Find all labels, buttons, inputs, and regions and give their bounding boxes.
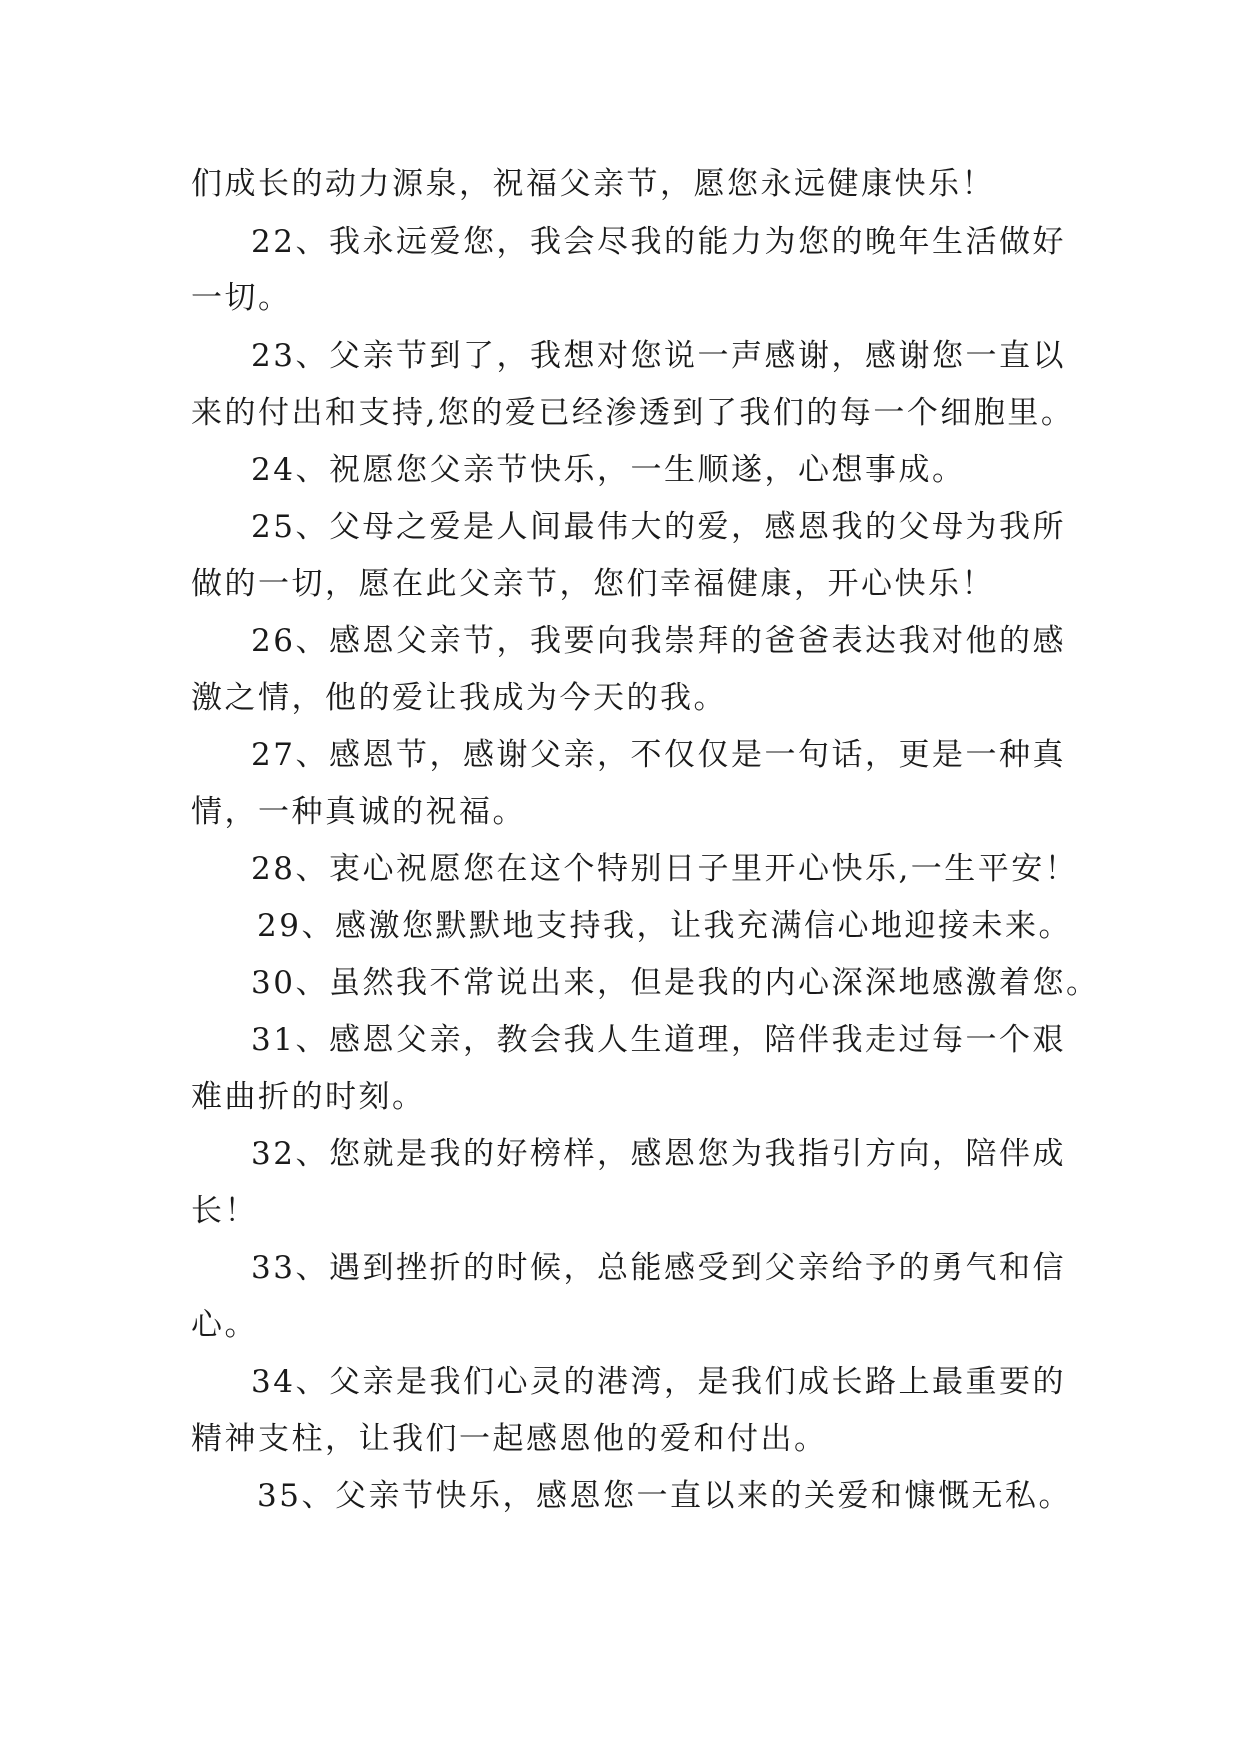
text-line: 24、祝愿您父亲节快乐，一生顺遂，心想事成。 <box>251 452 966 488</box>
text-line: 31、感恩父亲，教会我人生道理，陪伴我走过每一个艰 <box>251 1022 1066 1058</box>
text-line: 26、感恩父亲节，我要向我崇拜的爸爸表达我对他的感 <box>251 623 1066 659</box>
text-line: 25、父母之爱是人间最伟大的爱，感恩我的父母为我所 <box>251 509 1066 545</box>
text-line: 情，一种真诚的祝福。 <box>191 794 526 830</box>
text-line: 35、父亲节快乐，感恩您一直以来的关爱和慷慨无私。 <box>257 1478 1072 1514</box>
text-line: 22、我永远爱您，我会尽我的能力为您的晚年生活做好 <box>251 224 1066 260</box>
text-line: 长！ <box>191 1193 258 1229</box>
text-line: 们成长的动力源泉，祝福父亲节，愿您永远健康快乐！ <box>191 166 995 202</box>
text-line: 33、遇到挫折的时候，总能感受到父亲给予的勇气和信 <box>251 1250 1066 1286</box>
text-line: 激之情，他的爱让我成为今天的我。 <box>191 680 727 716</box>
text-line: 28、衷心祝愿您在这个特别日子里开心快乐,一生平安！ <box>251 851 1079 887</box>
text-line: 精神支柱，让我们一起感恩他的爱和付出。 <box>191 1421 828 1457</box>
text-line: 难曲折的时刻。 <box>191 1079 426 1115</box>
text-line: 32、您就是我的好榜样，感恩您为我指引方向，陪伴成 <box>251 1136 1066 1172</box>
text-line: 23、父亲节到了，我想对您说一声感谢，感谢您一直以 <box>251 338 1066 374</box>
text-line: 心。 <box>191 1307 258 1343</box>
text-line: 27、感恩节，感谢父亲，不仅仅是一句话，更是一种真 <box>251 737 1066 773</box>
text-line: 30、虽然我不常说出来，但是我的内心深深地感激着您。 <box>251 965 1100 1001</box>
text-line: 29、感激您默默地支持我，让我充满信心地迎接未来。 <box>257 908 1072 944</box>
text-line: 做的一切，愿在此父亲节，您们幸福健康，开心快乐！ <box>191 566 995 602</box>
text-line: 一切。 <box>191 280 292 316</box>
text-line: 来的付出和支持,您的爱已经渗透到了我们的每一个细胞里。 <box>191 395 1075 431</box>
text-line: 34、父亲是我们心灵的港湾，是我们成长路上最重要的 <box>251 1364 1066 1400</box>
